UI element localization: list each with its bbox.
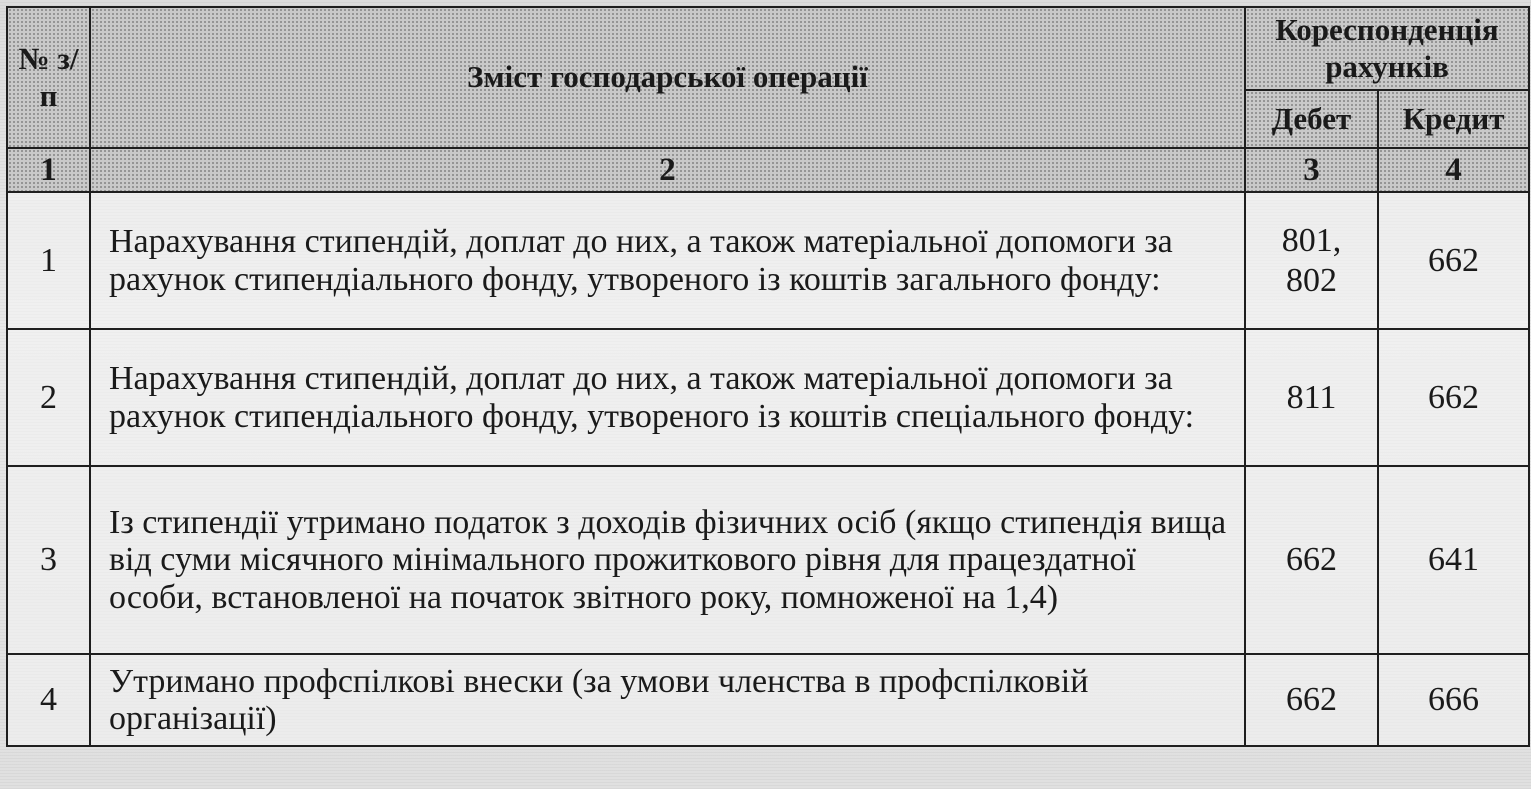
row-credit: 662 xyxy=(1378,329,1529,466)
header-credit: Кредит xyxy=(1378,90,1529,148)
row-description: Утримано профспілкові внески (за умови членства в профспілковій організації) xyxy=(90,654,1245,746)
row-number: 2 xyxy=(7,329,90,466)
row-description: Із стипендії утримано податок з доходів фізичних осіб (якщо стипендія вища від суми місячного мінімального прожиткового рівня для працездатної особи, встановленої на початок звітного року, помноженої на 1,4) xyxy=(90,466,1245,654)
row-number: 4 xyxy=(7,654,90,746)
row-debit: 662 xyxy=(1245,654,1378,746)
row-credit: 641 xyxy=(1378,466,1529,654)
column-index-row xyxy=(7,148,1529,192)
header-debit: Дебет xyxy=(1245,90,1378,148)
row-debit: 811 xyxy=(1245,329,1378,466)
header-correspondence: Кореспонденція рахунків xyxy=(1245,7,1529,90)
row-debit: 801, 802 xyxy=(1245,192,1378,329)
header-content: Зміст господарської операції xyxy=(90,7,1245,148)
row-number: 3 xyxy=(7,466,90,654)
table-row xyxy=(7,192,1529,329)
table-row xyxy=(7,329,1529,466)
row-number: 1 xyxy=(7,192,90,329)
header-number: № з/п xyxy=(7,7,90,148)
row-credit: 666 xyxy=(1378,654,1529,746)
row-description: Нарахування стипендій, доплат до них, а також матеріальної допомоги за рахунок стипендіального фонду, утвореного із коштів загального фонду: xyxy=(90,192,1245,329)
row-description: Нарахування стипендій, доплат до них, а також матеріальної допомоги за рахунок стипендіального фонду, утвореного із коштів спеціального фонду: xyxy=(90,329,1245,466)
operations-table xyxy=(6,6,1530,747)
table-row xyxy=(7,466,1529,654)
column-index-2: 2 xyxy=(90,148,1245,192)
column-index-3: 3 xyxy=(1245,148,1378,192)
table-row xyxy=(7,654,1529,746)
column-index-4: 4 xyxy=(1378,148,1529,192)
row-credit: 662 xyxy=(1378,192,1529,329)
row-debit: 662 xyxy=(1245,466,1378,654)
column-index-1: 1 xyxy=(7,148,90,192)
